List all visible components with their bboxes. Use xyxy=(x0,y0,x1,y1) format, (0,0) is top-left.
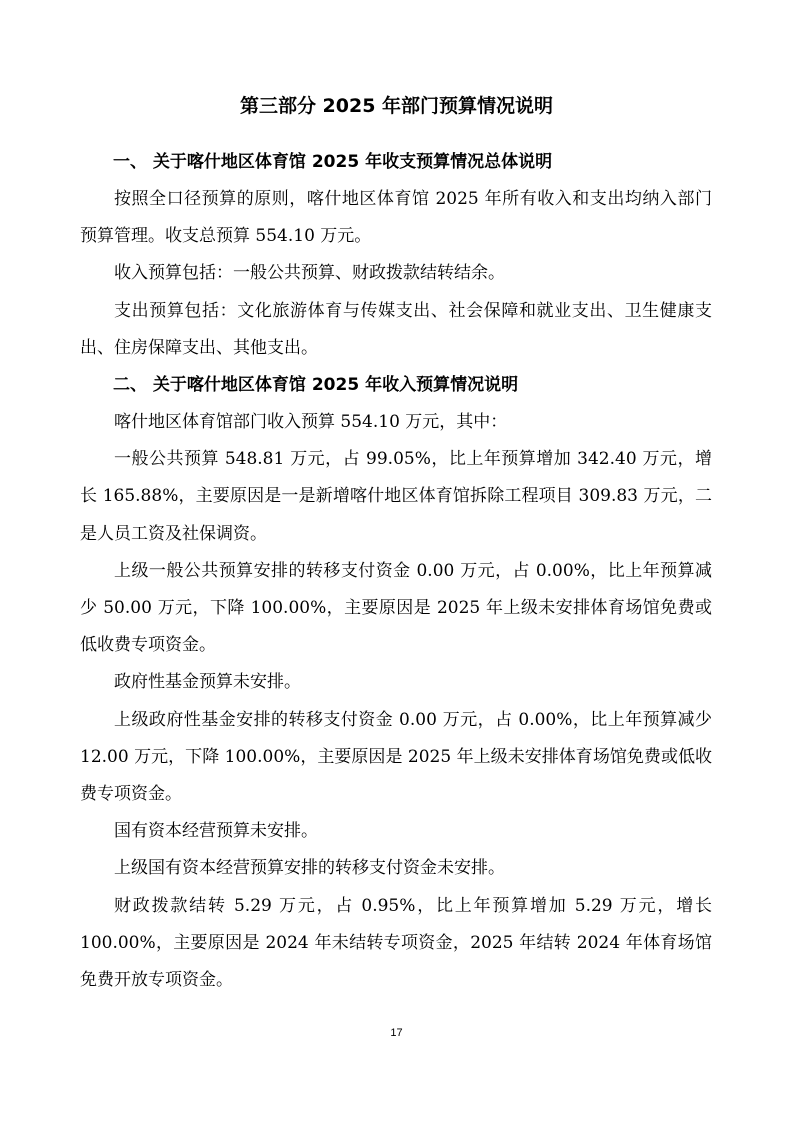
paragraph: 财政拨款结转 5.29 万元，占 0.95%，比上年预算增加 5.29 万元，增长 100.00%，主要原因是 2024 年未结转专项资金，2025 年结转 2024 年体育场馆免费开放专项资金。 xyxy=(80,895,712,991)
paragraph: 政府性基金预算未安排。 xyxy=(114,672,301,693)
paragraph: 上级国有资本经营预算安排的转移支付资金未安排。 xyxy=(114,858,505,879)
paragraph: 国有资本经营预算未安排。 xyxy=(114,821,318,842)
document-body xyxy=(80,144,712,999)
paragraph: 收入预算包括：一般公共预算、财政拨款结转结余。 xyxy=(114,263,505,284)
paragraph: 支出预算包括：文化旅游体育与传媒支出、社会保障和就业支出、卫生健康支出、住房保障支出、其他支出。 xyxy=(80,300,712,358)
section-overview xyxy=(80,144,712,367)
section-income xyxy=(80,367,712,999)
section-heading: 一、 关于喀什地区体育馆 2025 年收支预算情况总体说明 xyxy=(113,152,553,172)
section-heading: 二、 关于喀什地区体育馆 2025 年收入预算情况说明 xyxy=(113,375,519,396)
paragraph: 喀什地区体育馆部门收入预算 554.10 万元，其中： xyxy=(114,412,508,433)
page-number: 17 xyxy=(390,1027,403,1039)
page-title: 第三部分 2025 年部门预算情况说明 xyxy=(239,95,554,117)
paragraph: 上级政府性基金安排的转移支付资金 0.00 万元，占 0.00%，比上年预算减少 12.00 万元，下降 100.00%，主要原因是 2025 年上级未安排体育场馆免费或低收费专项资金。 xyxy=(80,709,712,805)
paragraph: 上级一般公共预算安排的转移支付资金 0.00 万元，占 0.00%，比上年预算减少 50.00 万元，下降 100.00%，主要原因是 2025 年上级未安排体育场馆免费或低收费专项资金。 xyxy=(80,560,712,656)
paragraph: 按照全口径预算的原则，喀什地区体育馆 2025 年所有收入和支出均纳入部门预算管理。收支总预算 554.10 万元。 xyxy=(80,189,712,247)
paragraph: 一般公共预算 548.81 万元，占 99.05%，比上年预算增加 342.40 万元，增长 165.88%，主要原因是一是新增喀什地区体育馆拆除工程项目 309.83 万元，二是人员工资及社保调资。 xyxy=(80,449,712,544)
